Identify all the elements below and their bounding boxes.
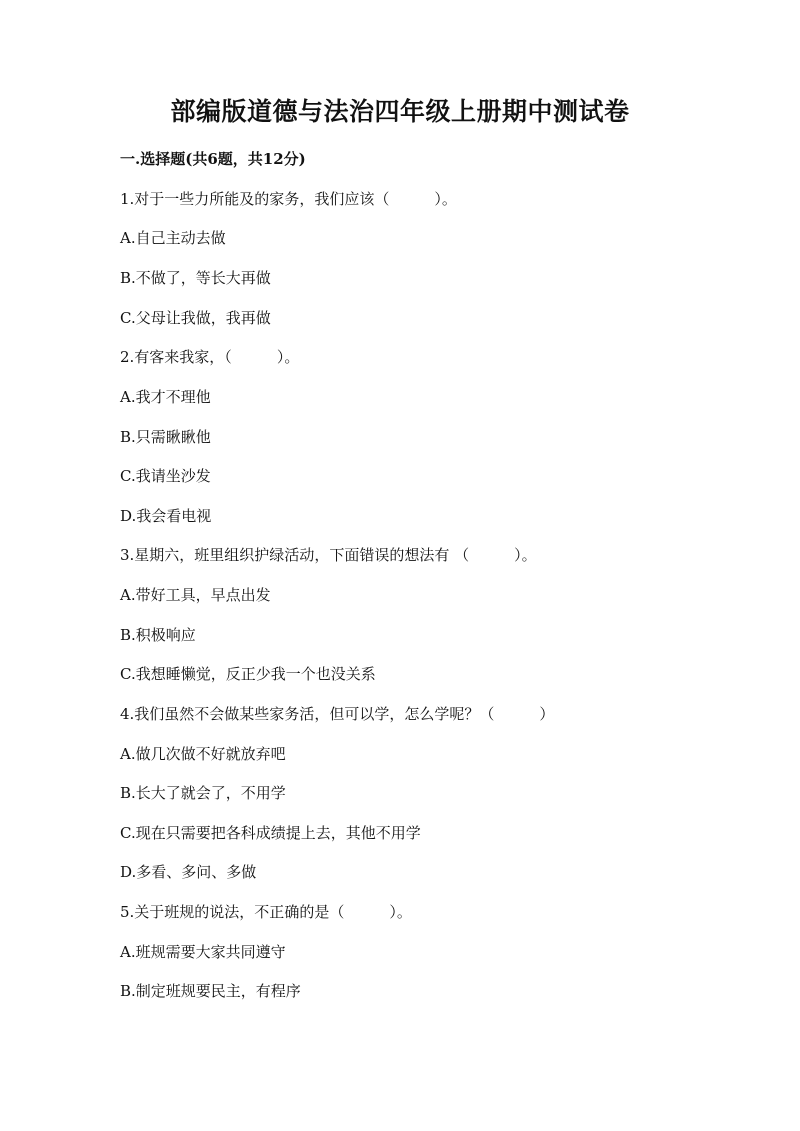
question-1-option-b: B.不做了，等长大再做 bbox=[120, 269, 271, 287]
question-2-option-d: D.我会看电视 bbox=[120, 507, 212, 525]
question-1-option-c: C.父母让我做，我再做 bbox=[120, 309, 271, 327]
question-4-option-b: B.长大了就会了，不用学 bbox=[120, 784, 286, 802]
question-2-option-c: C.我请坐沙发 bbox=[120, 467, 211, 485]
question-stem-3: 3.星期六，班里组织护绿活动，下面错误的想法有 （ ）。 bbox=[120, 546, 537, 564]
section-heading: 一.选择题(共6题，共12分) bbox=[120, 150, 306, 168]
question-3-option-b: B.积极响应 bbox=[120, 626, 196, 644]
question-stem-1: 1.对于一些力所能及的家务，我们应该（ ）。 bbox=[120, 190, 457, 208]
question-2-option-a: A.我才不理他 bbox=[120, 388, 211, 406]
question-4-option-d: D.多看、多问、多做 bbox=[120, 863, 257, 881]
question-4-option-c: C.现在只需要把各科成绩提上去，其他不用学 bbox=[120, 824, 421, 842]
question-2-option-b: B.只需瞅瞅他 bbox=[120, 428, 211, 446]
question-1-option-a: A.自己主动去做 bbox=[120, 229, 226, 247]
question-3-option-a: A.带好工具，早点出发 bbox=[120, 586, 271, 604]
question-stem-5: 5.关于班规的说法，不正确的是（ ）。 bbox=[120, 903, 412, 921]
question-3-option-c: C.我想睡懒觉，反正少我一个也没关系 bbox=[120, 665, 376, 683]
question-stem-4: 4.我们虽然不会做某些家务活，但可以学，怎么学呢？（ ） bbox=[120, 705, 555, 723]
page-title: 部编版道德与法治四年级上册期中测试卷 bbox=[170, 97, 630, 126]
question-5-option-a: A.班规需要大家共同遵守 bbox=[120, 943, 286, 961]
question-4-option-a: A.做几次做不好就放弃吧 bbox=[120, 745, 286, 763]
question-5-option-b: B.制定班规要民主，有程序 bbox=[120, 982, 301, 1000]
question-stem-2: 2.有客来我家，（ ）。 bbox=[120, 348, 300, 366]
